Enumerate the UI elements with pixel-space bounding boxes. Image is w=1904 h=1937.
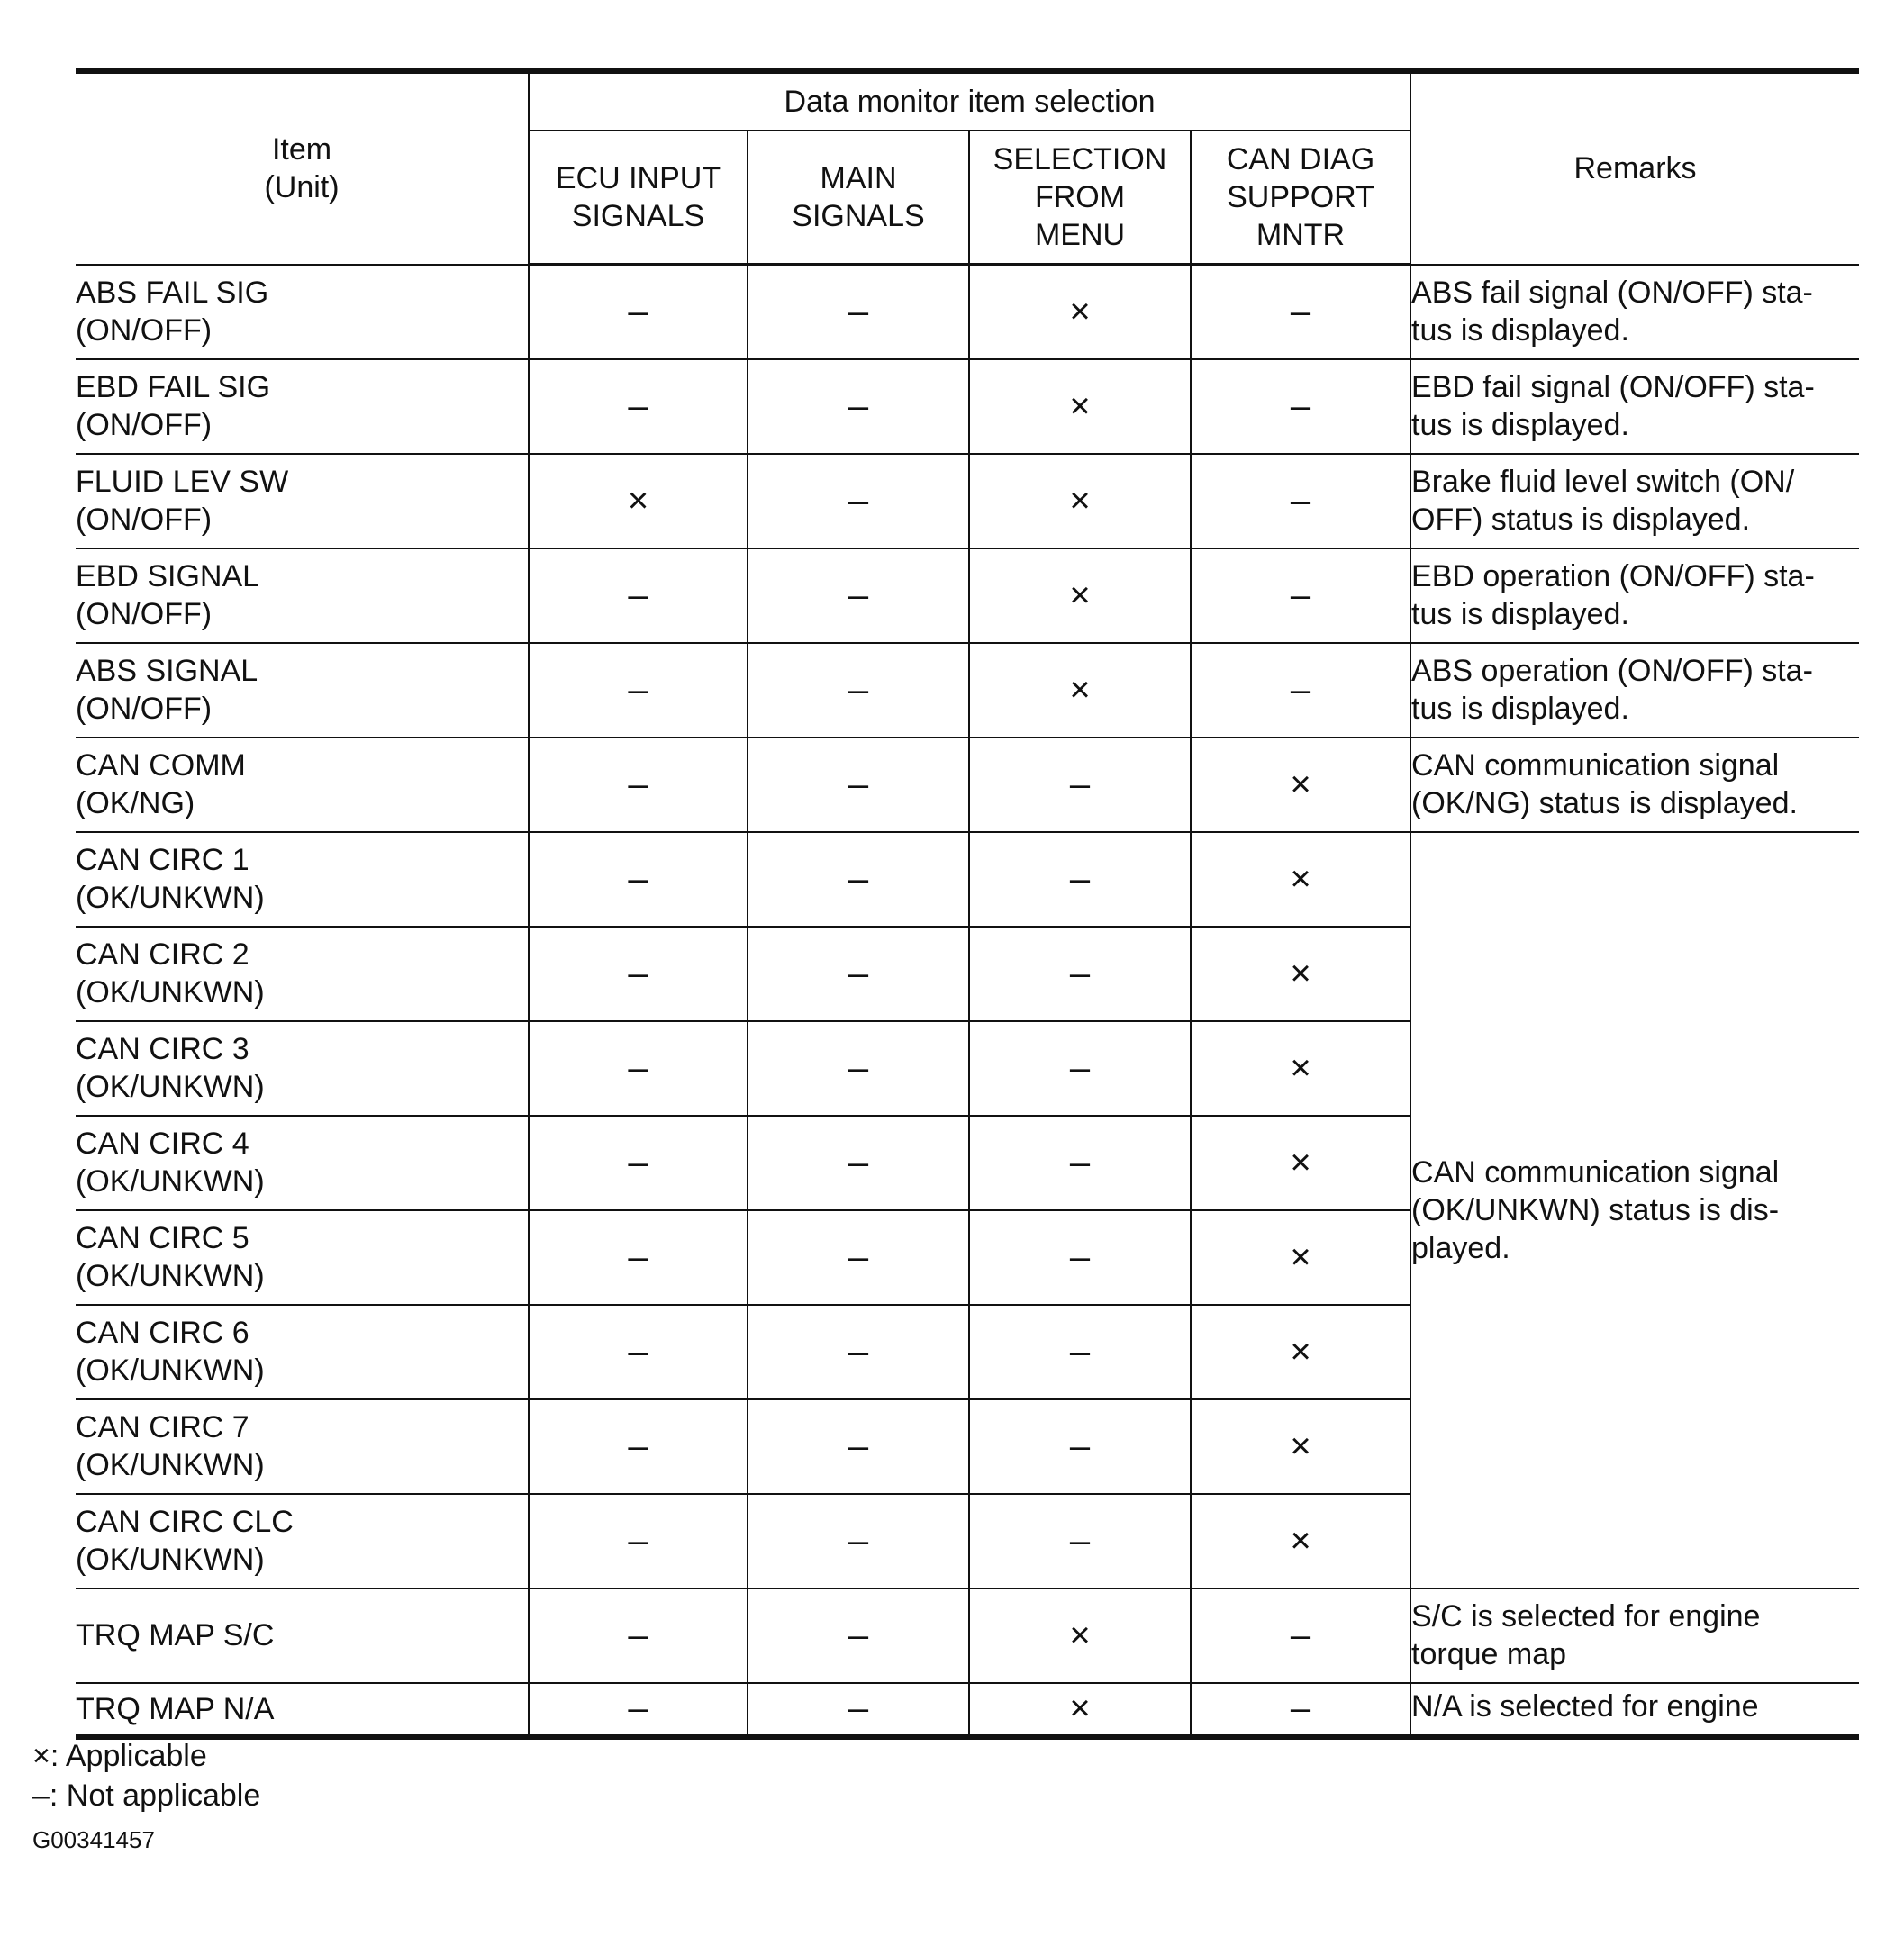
not-applicable-mark: – (969, 1399, 1191, 1494)
item-name: CAN CIRC 3 (76, 1032, 249, 1066)
remark-line: CAN communication signal (1411, 748, 1780, 783)
table-row (76, 1683, 1859, 1737)
table-row (76, 454, 1859, 548)
not-applicable-mark: – (969, 927, 1191, 1021)
item-name: CAN COMM (76, 748, 246, 783)
item-header (76, 71, 529, 265)
remark-cell (1410, 738, 1859, 832)
item-unit: (OK/UNKWN) (76, 1070, 265, 1104)
remark-cell (1410, 1683, 1859, 1737)
not-applicable-mark: – (1191, 548, 1410, 643)
not-applicable-mark: – (748, 1210, 969, 1305)
table-row (76, 738, 1859, 832)
applicable-mark: × (1191, 738, 1410, 832)
not-applicable-mark: – (1191, 1683, 1410, 1737)
not-applicable-mark: – (529, 265, 748, 359)
item-cell (76, 832, 529, 927)
not-applicable-mark: – (529, 1494, 748, 1589)
applicable-mark: × (969, 1589, 1191, 1683)
shared-remark-cell (1410, 832, 1859, 1589)
applicable-mark: × (969, 643, 1191, 738)
not-applicable-mark: – (529, 548, 748, 643)
data-monitor-table (76, 68, 1859, 1740)
item-unit: (ON/OFF) (76, 502, 213, 537)
remark-cell (1410, 1589, 1859, 1683)
not-applicable-mark: – (748, 1305, 969, 1399)
applicable-mark: × (969, 1683, 1191, 1737)
remark-line: Brake fluid level switch (ON/ (1411, 465, 1795, 499)
item-unit: (ON/OFF) (76, 597, 213, 631)
not-applicable-mark: – (529, 643, 748, 738)
remark-line: (OK/NG) status is displayed. (1411, 786, 1798, 820)
not-applicable-mark: – (1191, 454, 1410, 548)
table-body (76, 265, 1859, 1737)
applicable-mark: × (1191, 1021, 1410, 1116)
not-applicable-mark: – (969, 1210, 1191, 1305)
applicable-mark: × (969, 359, 1191, 454)
not-applicable-mark: – (969, 1305, 1191, 1399)
remark-line: played. (1411, 1230, 1510, 1265)
selection-from-menu-header: SELECTION FROM MENU (969, 131, 1191, 265)
remark-line: EBD operation (ON/OFF) sta- (1411, 559, 1815, 593)
not-applicable-mark: – (969, 1494, 1191, 1589)
item-cell (76, 738, 529, 832)
item-cell (76, 1399, 529, 1494)
table-row (76, 1589, 1859, 1683)
remark-cell (1410, 454, 1859, 548)
ecu-input-signals-header: ECU INPUT SIGNALS (529, 131, 748, 265)
not-applicable-mark: – (529, 738, 748, 832)
table-row (76, 832, 1859, 927)
remark-cell (1410, 643, 1859, 738)
item-name: EBD SIGNAL (76, 559, 260, 593)
not-applicable-mark: – (748, 1116, 969, 1210)
item-name: TRQ MAP N/A (76, 1691, 275, 1726)
remark-line: S/C is selected for engine (1411, 1599, 1761, 1634)
item-unit: (OK/NG) (76, 786, 195, 820)
item-cell (76, 1116, 529, 1210)
applicable-mark: × (969, 265, 1191, 359)
remark-cell (1410, 548, 1859, 643)
applicable-mark: × (1191, 832, 1410, 927)
remark-line: ABS fail signal (ON/OFF) sta- (1411, 276, 1813, 310)
applicable-mark: × (1191, 1116, 1410, 1210)
item-header-label: Item (271, 132, 332, 167)
item-name: CAN CIRC 1 (76, 843, 249, 877)
item-unit: (OK/UNKWN) (76, 1353, 265, 1388)
not-applicable-mark: – (529, 1116, 748, 1210)
not-applicable-mark: – (529, 1399, 748, 1494)
item-unit: (ON/OFF) (76, 313, 213, 348)
not-applicable-mark: – (969, 832, 1191, 927)
item-name: ABS SIGNAL (76, 654, 258, 688)
item-cell (76, 265, 529, 359)
not-applicable-mark: – (748, 454, 969, 548)
item-name: CAN CIRC CLC (76, 1505, 294, 1539)
not-applicable-mark: – (748, 1021, 969, 1116)
not-applicable-mark: – (1191, 643, 1410, 738)
item-name: CAN CIRC 2 (76, 937, 249, 972)
item-cell (76, 1589, 529, 1683)
item-name: CAN CIRC 4 (76, 1127, 249, 1161)
legend-applicable: ×: Applicable (32, 1739, 207, 1773)
not-applicable-mark: – (748, 1683, 969, 1737)
not-applicable-mark: – (748, 265, 969, 359)
data-monitor-group-header: Data monitor item selection (529, 71, 1410, 131)
applicable-mark: × (969, 548, 1191, 643)
item-name: FLUID LEV SW (76, 465, 289, 499)
unit-header-label: (Unit) (264, 170, 340, 205)
remark-line: tus is displayed. (1411, 408, 1629, 442)
table-row (76, 548, 1859, 643)
table-row (76, 265, 1859, 359)
not-applicable-mark: – (529, 1683, 748, 1737)
applicable-mark: × (1191, 1399, 1410, 1494)
remark-line: CAN communication signal (1411, 1154, 1780, 1190)
not-applicable-mark: – (529, 1305, 748, 1399)
item-cell (76, 548, 529, 643)
item-name: CAN CIRC 7 (76, 1410, 249, 1444)
item-name: ABS FAIL SIG (76, 276, 269, 310)
applicable-mark: × (969, 454, 1191, 548)
not-applicable-mark: – (748, 643, 969, 738)
not-applicable-mark: – (529, 927, 748, 1021)
not-applicable-mark: – (748, 1494, 969, 1589)
item-cell (76, 927, 529, 1021)
item-cell (76, 359, 529, 454)
not-applicable-mark: – (748, 927, 969, 1021)
main-signals-header: MAIN SIGNALS (748, 131, 969, 265)
table-row (76, 359, 1859, 454)
item-name: CAN CIRC 6 (76, 1316, 249, 1350)
item-cell (76, 1210, 529, 1305)
not-applicable-mark: – (1191, 1589, 1410, 1683)
table-row (76, 643, 1859, 738)
not-applicable-mark: – (1191, 265, 1410, 359)
applicable-mark: × (529, 454, 748, 548)
item-cell (76, 1683, 529, 1737)
item-unit: (OK/UNKWN) (76, 881, 265, 915)
remark-line: EBD fail signal (ON/OFF) sta- (1411, 370, 1815, 404)
not-applicable-mark: – (748, 1399, 969, 1494)
applicable-mark: × (1191, 1305, 1410, 1399)
remark-line: tus is displayed. (1411, 597, 1629, 631)
item-unit: (OK/UNKWN) (76, 1448, 265, 1482)
item-name: CAN CIRC 5 (76, 1221, 249, 1255)
item-unit: (OK/UNKWN) (76, 1164, 265, 1199)
not-applicable-mark: – (1191, 359, 1410, 454)
item-cell (76, 1494, 529, 1589)
item-cell (76, 643, 529, 738)
not-applicable-mark: – (529, 832, 748, 927)
remark-line: tus is displayed. (1411, 313, 1629, 348)
not-applicable-mark: – (748, 832, 969, 927)
remark-line: tus is displayed. (1411, 692, 1629, 726)
remarks-header: Remarks (1410, 71, 1859, 265)
can-diag-support-mntr-header: CAN DIAG SUPPORT MNTR (1191, 131, 1410, 265)
item-cell (76, 1305, 529, 1399)
item-name: TRQ MAP S/C (76, 1618, 275, 1652)
item-name: EBD FAIL SIG (76, 370, 271, 404)
not-applicable-mark: – (529, 1210, 748, 1305)
remark-line: OFF) status is displayed. (1411, 502, 1751, 537)
remark-line: N/A is selected for engine (1411, 1688, 1759, 1724)
not-applicable-mark: – (529, 1589, 748, 1683)
not-applicable-mark: – (529, 1021, 748, 1116)
applicable-mark: × (1191, 1494, 1410, 1589)
item-unit: (OK/UNKWN) (76, 975, 265, 1009)
not-applicable-mark: – (748, 738, 969, 832)
not-applicable-mark: – (529, 359, 748, 454)
not-applicable-mark: – (969, 738, 1191, 832)
not-applicable-mark: – (748, 359, 969, 454)
remark-line: ABS operation (ON/OFF) sta- (1411, 654, 1813, 688)
item-unit: (ON/OFF) (76, 408, 213, 442)
remark-cell (1410, 265, 1859, 359)
applicable-mark: × (1191, 927, 1410, 1021)
not-applicable-mark: – (748, 548, 969, 643)
legend-not-applicable: –: Not applicable (32, 1779, 261, 1813)
item-unit: (OK/UNKWN) (76, 1543, 265, 1577)
remark-line: torque map (1411, 1637, 1567, 1671)
item-cell (76, 454, 529, 548)
figure-code: G00341457 (32, 1826, 155, 1853)
item-cell (76, 1021, 529, 1116)
item-unit: (ON/OFF) (76, 692, 213, 726)
applicable-mark: × (1191, 1210, 1410, 1305)
not-applicable-mark: – (969, 1021, 1191, 1116)
remark-line: (OK/UNKWN) status is dis- (1411, 1192, 1780, 1227)
remark-cell (1410, 359, 1859, 454)
not-applicable-mark: – (748, 1589, 969, 1683)
not-applicable-mark: – (969, 1116, 1191, 1210)
item-unit: (OK/UNKWN) (76, 1259, 265, 1293)
